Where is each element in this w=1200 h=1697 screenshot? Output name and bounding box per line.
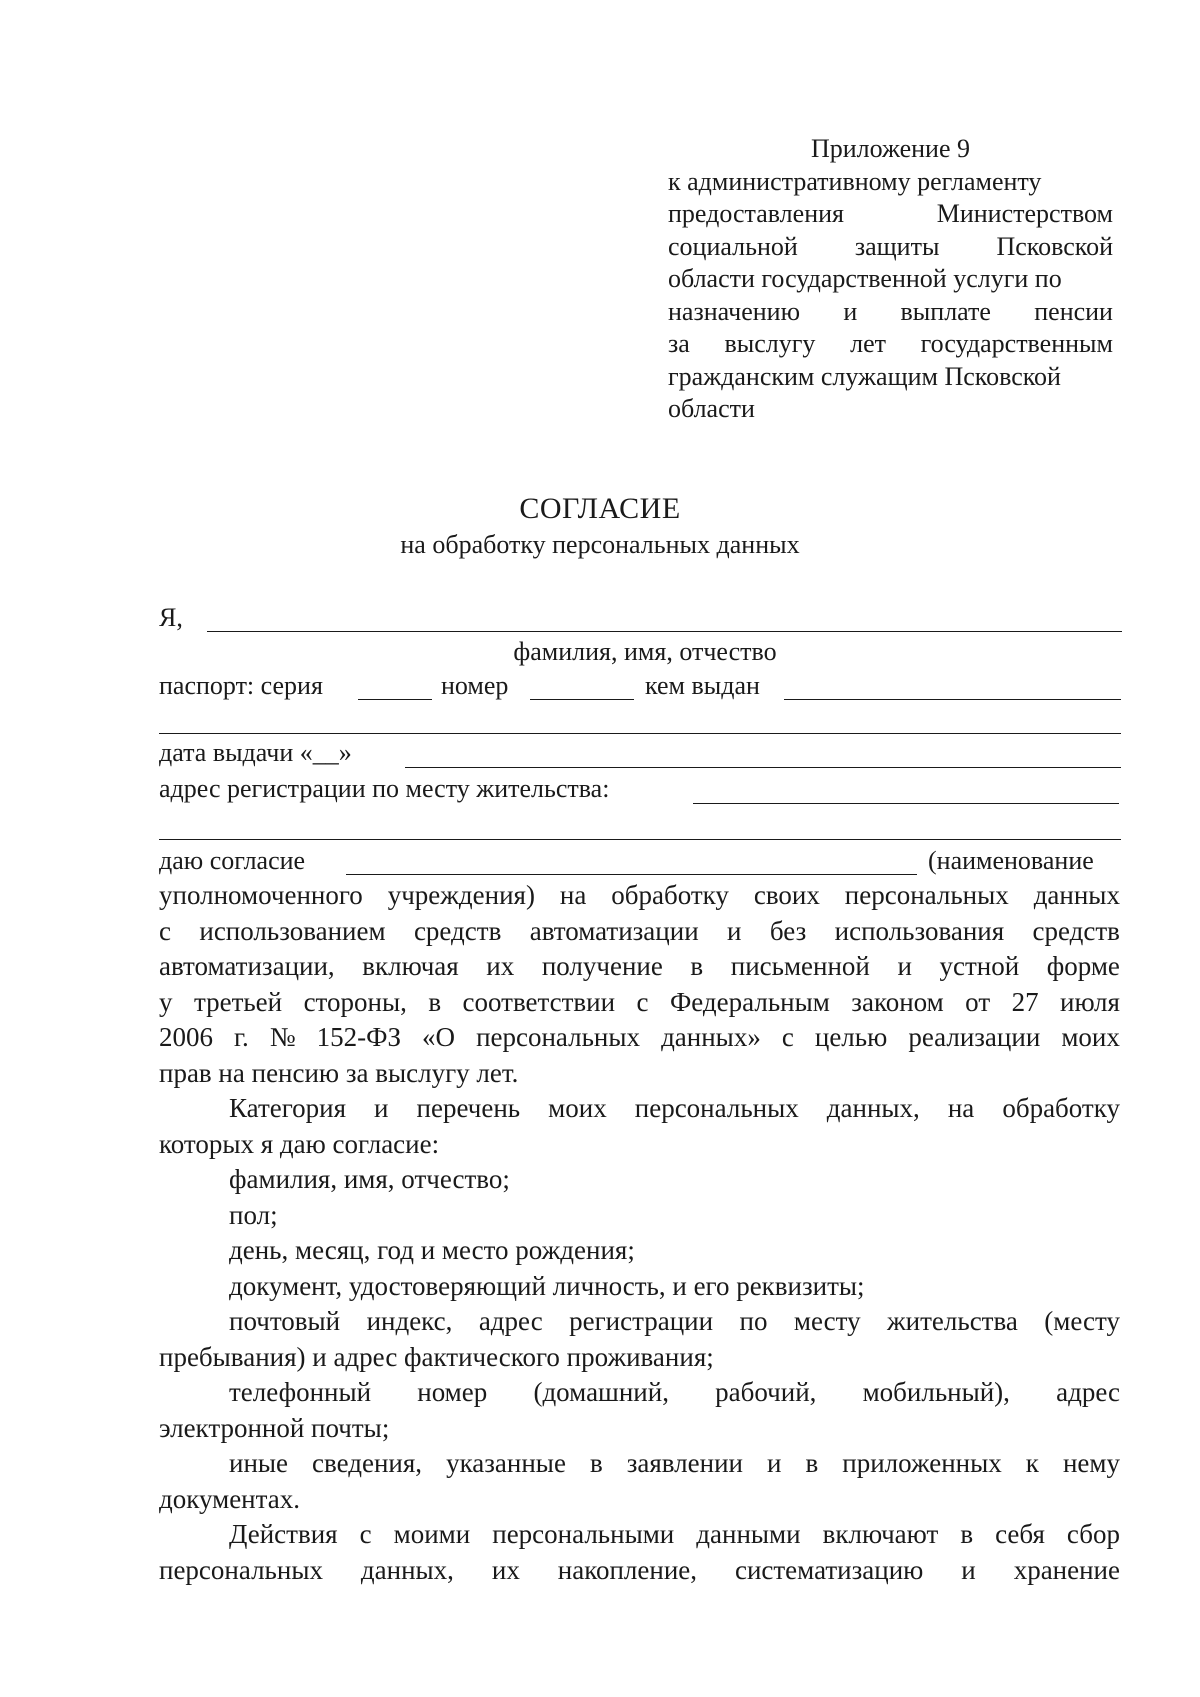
list-item-continuation: документах. [159,1483,300,1514]
ya-label: Я, [159,603,183,632]
passport-number-label: номер [441,671,509,700]
appendix-line: назначению и выплате пенсии [668,296,1113,326]
text-line: автоматизации, включая их получение в письменной и устной форме [159,951,1120,981]
appendix-line: области государственной услуги по [668,264,1062,293]
body-text [159,878,1120,1588]
list-item-continuation: пребывания) и адрес фактического проживания; [159,1341,714,1372]
list-item: фамилия, имя, отчество; [229,1164,510,1194]
consent-label: даю согласие [159,846,306,875]
appendix-line: к административному регламенту [668,166,1042,196]
list-item-continuation: электронной почты; [159,1412,390,1443]
appendix-line: гражданским служащим Псковской [668,361,1061,391]
text-line: прав на пенсию за выслугу лет. [159,1057,519,1088]
issued-by-field[interactable] [784,699,1121,700]
appendix-line: области [668,394,755,423]
appendix-line: предоставления Министерством [668,199,1113,228]
appendix-line: социальной защиты Псковской [668,231,1113,261]
list-item: почтовый индекс, адрес регистрации по месту жительства (месту [229,1306,1120,1336]
document-title: СОГЛАСИЕ [519,492,681,525]
text-line: 2006 г. № 152-ФЗ «О персональных данных» с целью реализации моих [159,1022,1120,1052]
text-line: с использованием средств автоматизации и без использования средств [159,915,1120,946]
document-subtitle: на обработку персональных данных [400,530,800,559]
address-label: адрес регистрации по месту жительства: [159,774,610,803]
fio-caption: фамилия, имя, отчество [513,637,777,666]
appendix-line: за выслугу лет государственным [668,329,1113,358]
text-line: у третьей стороны, в соответствии с Федеральным законом от 27 июля [159,986,1120,1017]
institution-name-field[interactable] [346,874,917,875]
text-line: которых я даю согласие: [159,1128,440,1159]
institution-naming-label: (наименование [928,846,1094,875]
fio-field[interactable] [207,631,1122,632]
text-line: Действия с моими персональными данными включают в себя сбор [229,1519,1120,1549]
address-field-continuation[interactable] [159,839,1121,840]
passport-series-label: паспорт: серия [159,671,323,700]
list-item: телефонный номер (домашний, рабочий, мобильный), адрес [229,1377,1120,1407]
appendix-header [668,133,1113,426]
list-item: документ, удостоверяющий личность, и его реквизиты; [229,1270,865,1301]
text-line: Категория и перечень моих персональных данных, на обработку [229,1093,1120,1123]
text-line: персональных данных, их накопление, систематизацию и хранение [159,1554,1120,1585]
appendix-title: Приложение 9 [810,134,971,163]
list-item: день, месяц, год и место рождения; [229,1235,635,1265]
document-heading [0,490,1200,562]
list-item: пол; [229,1199,278,1230]
passport-series-field[interactable] [358,699,432,700]
passport-number-field[interactable] [530,699,634,700]
issue-date-label: дата выдачи «__» [159,738,352,767]
list-item: иные сведения, указанные в заявлении и в приложенных к нему [229,1448,1120,1478]
text-line: уполномоченного учреждения) на обработку своих персональных данных [159,880,1120,910]
issued-by-label: кем выдан [645,671,760,700]
address-field[interactable] [693,803,1119,804]
issue-date-field[interactable] [405,767,1121,768]
issued-by-field-continuation[interactable] [159,733,1121,734]
